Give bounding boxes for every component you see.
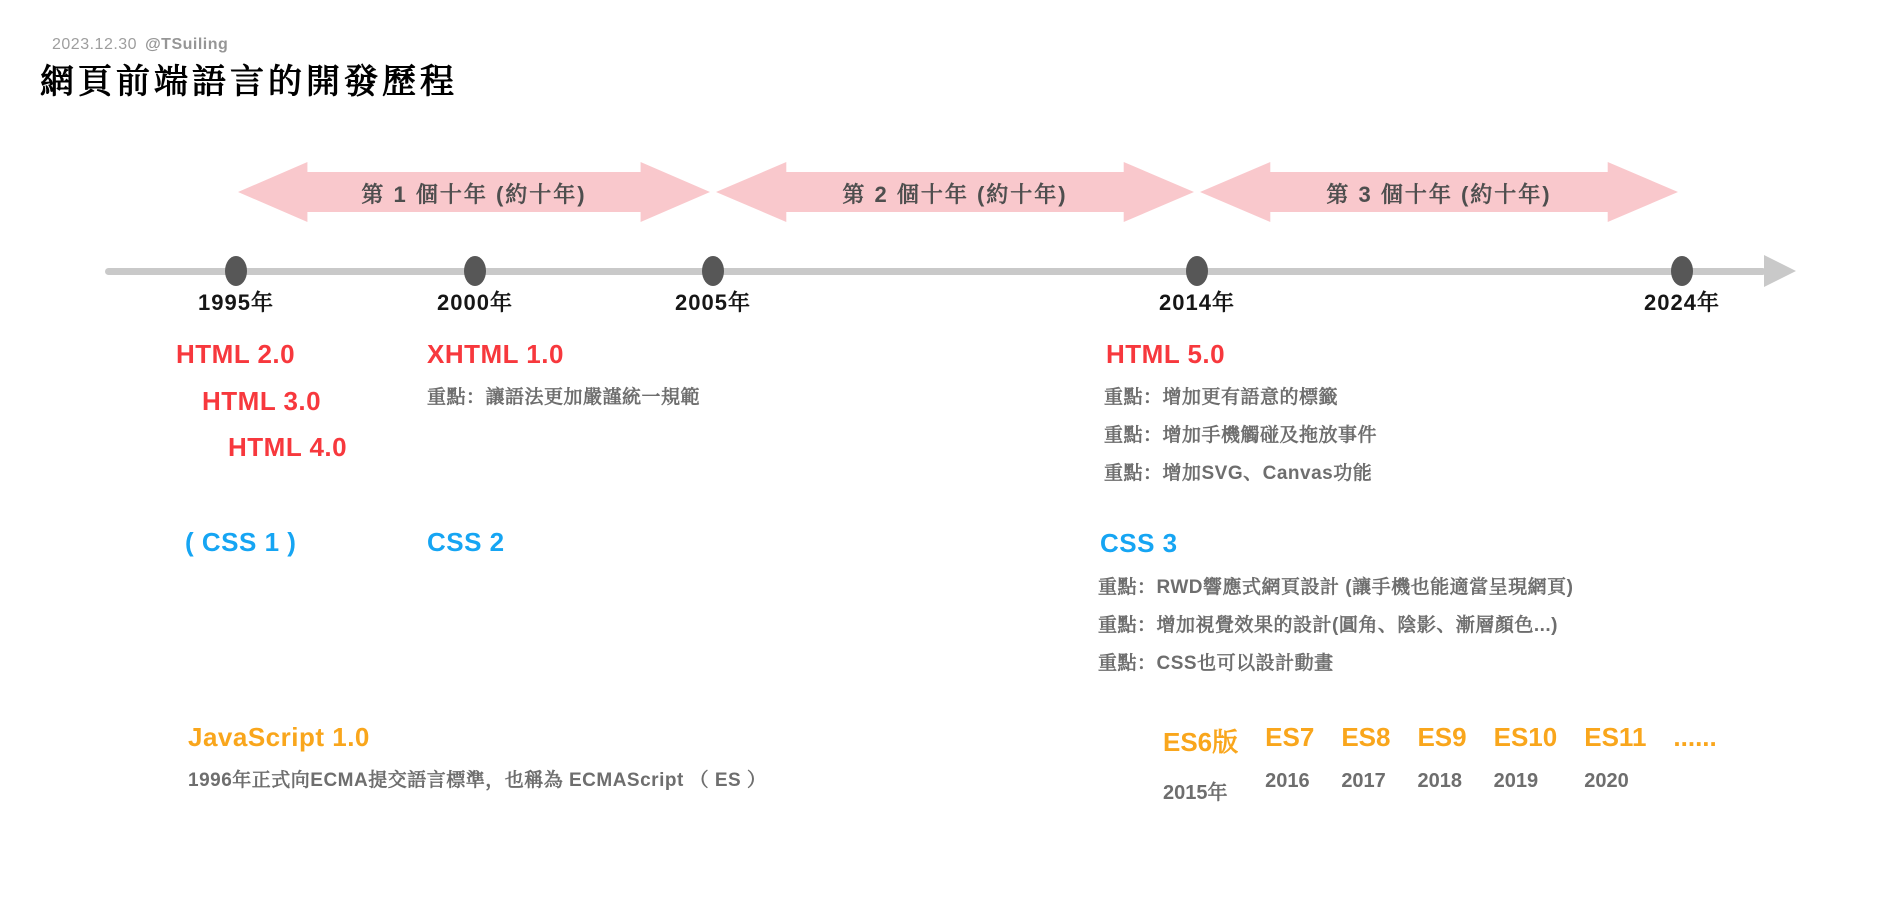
timeline-dot-2005 xyxy=(702,256,724,286)
es-year-label: 2015年 xyxy=(1163,782,1228,804)
es-version-label: ES6版 xyxy=(1163,727,1239,757)
timeline-year-label: 2000年 xyxy=(437,290,513,315)
decade-arrow-label: 第 3 個十年 (約十年) xyxy=(1326,181,1552,207)
es-version-column xyxy=(1417,722,1466,805)
html-version-label: HTML 3.0 xyxy=(202,386,322,416)
es-version-label: ES10 xyxy=(1493,722,1558,752)
html5-note: 重點：增加更有語意的標籤 xyxy=(1104,387,1339,408)
css2-version-label: CSS 2 xyxy=(427,527,505,557)
es-version-column xyxy=(1673,722,1716,805)
timeline-year-label: 2014年 xyxy=(1159,290,1235,315)
author-handle: @TSuiling xyxy=(145,36,229,53)
decade-arrow-label: 第 1 個十年 (約十年) xyxy=(361,181,587,207)
es-version-column xyxy=(1341,722,1390,805)
date-line xyxy=(52,36,228,54)
css1-version-label: ( CSS 1 ) xyxy=(185,527,297,557)
es-year-label: 2020 xyxy=(1584,770,1629,792)
es-version-label: ES11 xyxy=(1584,722,1647,752)
decade-arrow-1 xyxy=(238,162,710,222)
es-year-label: 2017 xyxy=(1341,770,1386,792)
decade-arrow-label: 第 2 個十年 (約十年) xyxy=(842,181,1068,207)
html5-note: 重點：增加SVG、Canvas功能 xyxy=(1104,463,1373,484)
timeline-year-label: 1995年 xyxy=(198,290,274,315)
date-text: 2023.12.30 xyxy=(52,36,138,53)
es-version-column xyxy=(1494,722,1558,805)
javascript-version-label: JavaScript 1.0 xyxy=(188,722,370,752)
es-version-column xyxy=(1265,722,1314,805)
html-version-label: HTML 2.0 xyxy=(176,339,296,369)
timeline-dot-2014 xyxy=(1186,256,1208,286)
es-version-column xyxy=(1584,722,1646,805)
decade-arrow-3 xyxy=(1200,162,1678,222)
css3-note: 重點：RWD響應式網頁設計 (讓手機也能適當呈現網頁) xyxy=(1098,577,1574,598)
es-versions-row xyxy=(1163,722,1717,805)
html-version-label: HTML 4.0 xyxy=(228,432,348,462)
xhtml-version-label: XHTML 1.0 xyxy=(427,339,564,369)
timeline-year-label: 2005年 xyxy=(675,290,751,315)
es-year-label: 2019 xyxy=(1493,770,1539,792)
es-year-label: 2016 xyxy=(1265,770,1310,792)
timeline-line xyxy=(105,268,1766,275)
timeline-dot-2024 xyxy=(1671,256,1693,286)
es-version-label: ...... xyxy=(1673,722,1717,752)
timeline-dot-2000 xyxy=(464,256,486,286)
decade-arrow-2 xyxy=(716,162,1194,222)
timeline-year-label: 2024年 xyxy=(1644,290,1720,315)
es-version-label: ES9 xyxy=(1417,722,1467,752)
es-version-label: ES8 xyxy=(1341,722,1391,752)
xhtml-note: 重點：讓語法更加嚴謹統一規範 xyxy=(427,387,701,408)
es-year-label: 2018 xyxy=(1417,770,1462,792)
html5-version-label: HTML 5.0 xyxy=(1106,339,1226,369)
es-version-column xyxy=(1163,722,1238,805)
timeline-dot-1995 xyxy=(225,256,247,286)
timeline-arrowhead-icon xyxy=(1764,255,1796,287)
css3-version-label: CSS 3 xyxy=(1100,528,1178,558)
css3-note: 重點：CSS也可以設計動畫 xyxy=(1098,653,1334,674)
html5-note: 重點：增加手機觸碰及拖放事件 xyxy=(1104,425,1378,446)
page-title: 網頁前端語言的開發歷程 xyxy=(40,63,458,101)
javascript-note: 1996年正式向ECMA提交語言標準，也稱為 ECMAScript （ ES ） xyxy=(188,770,767,791)
css3-note: 重點：增加視覺效果的設計(圓角、陰影、漸層顏色...) xyxy=(1098,615,1558,636)
es-version-label: ES7 xyxy=(1265,722,1315,752)
